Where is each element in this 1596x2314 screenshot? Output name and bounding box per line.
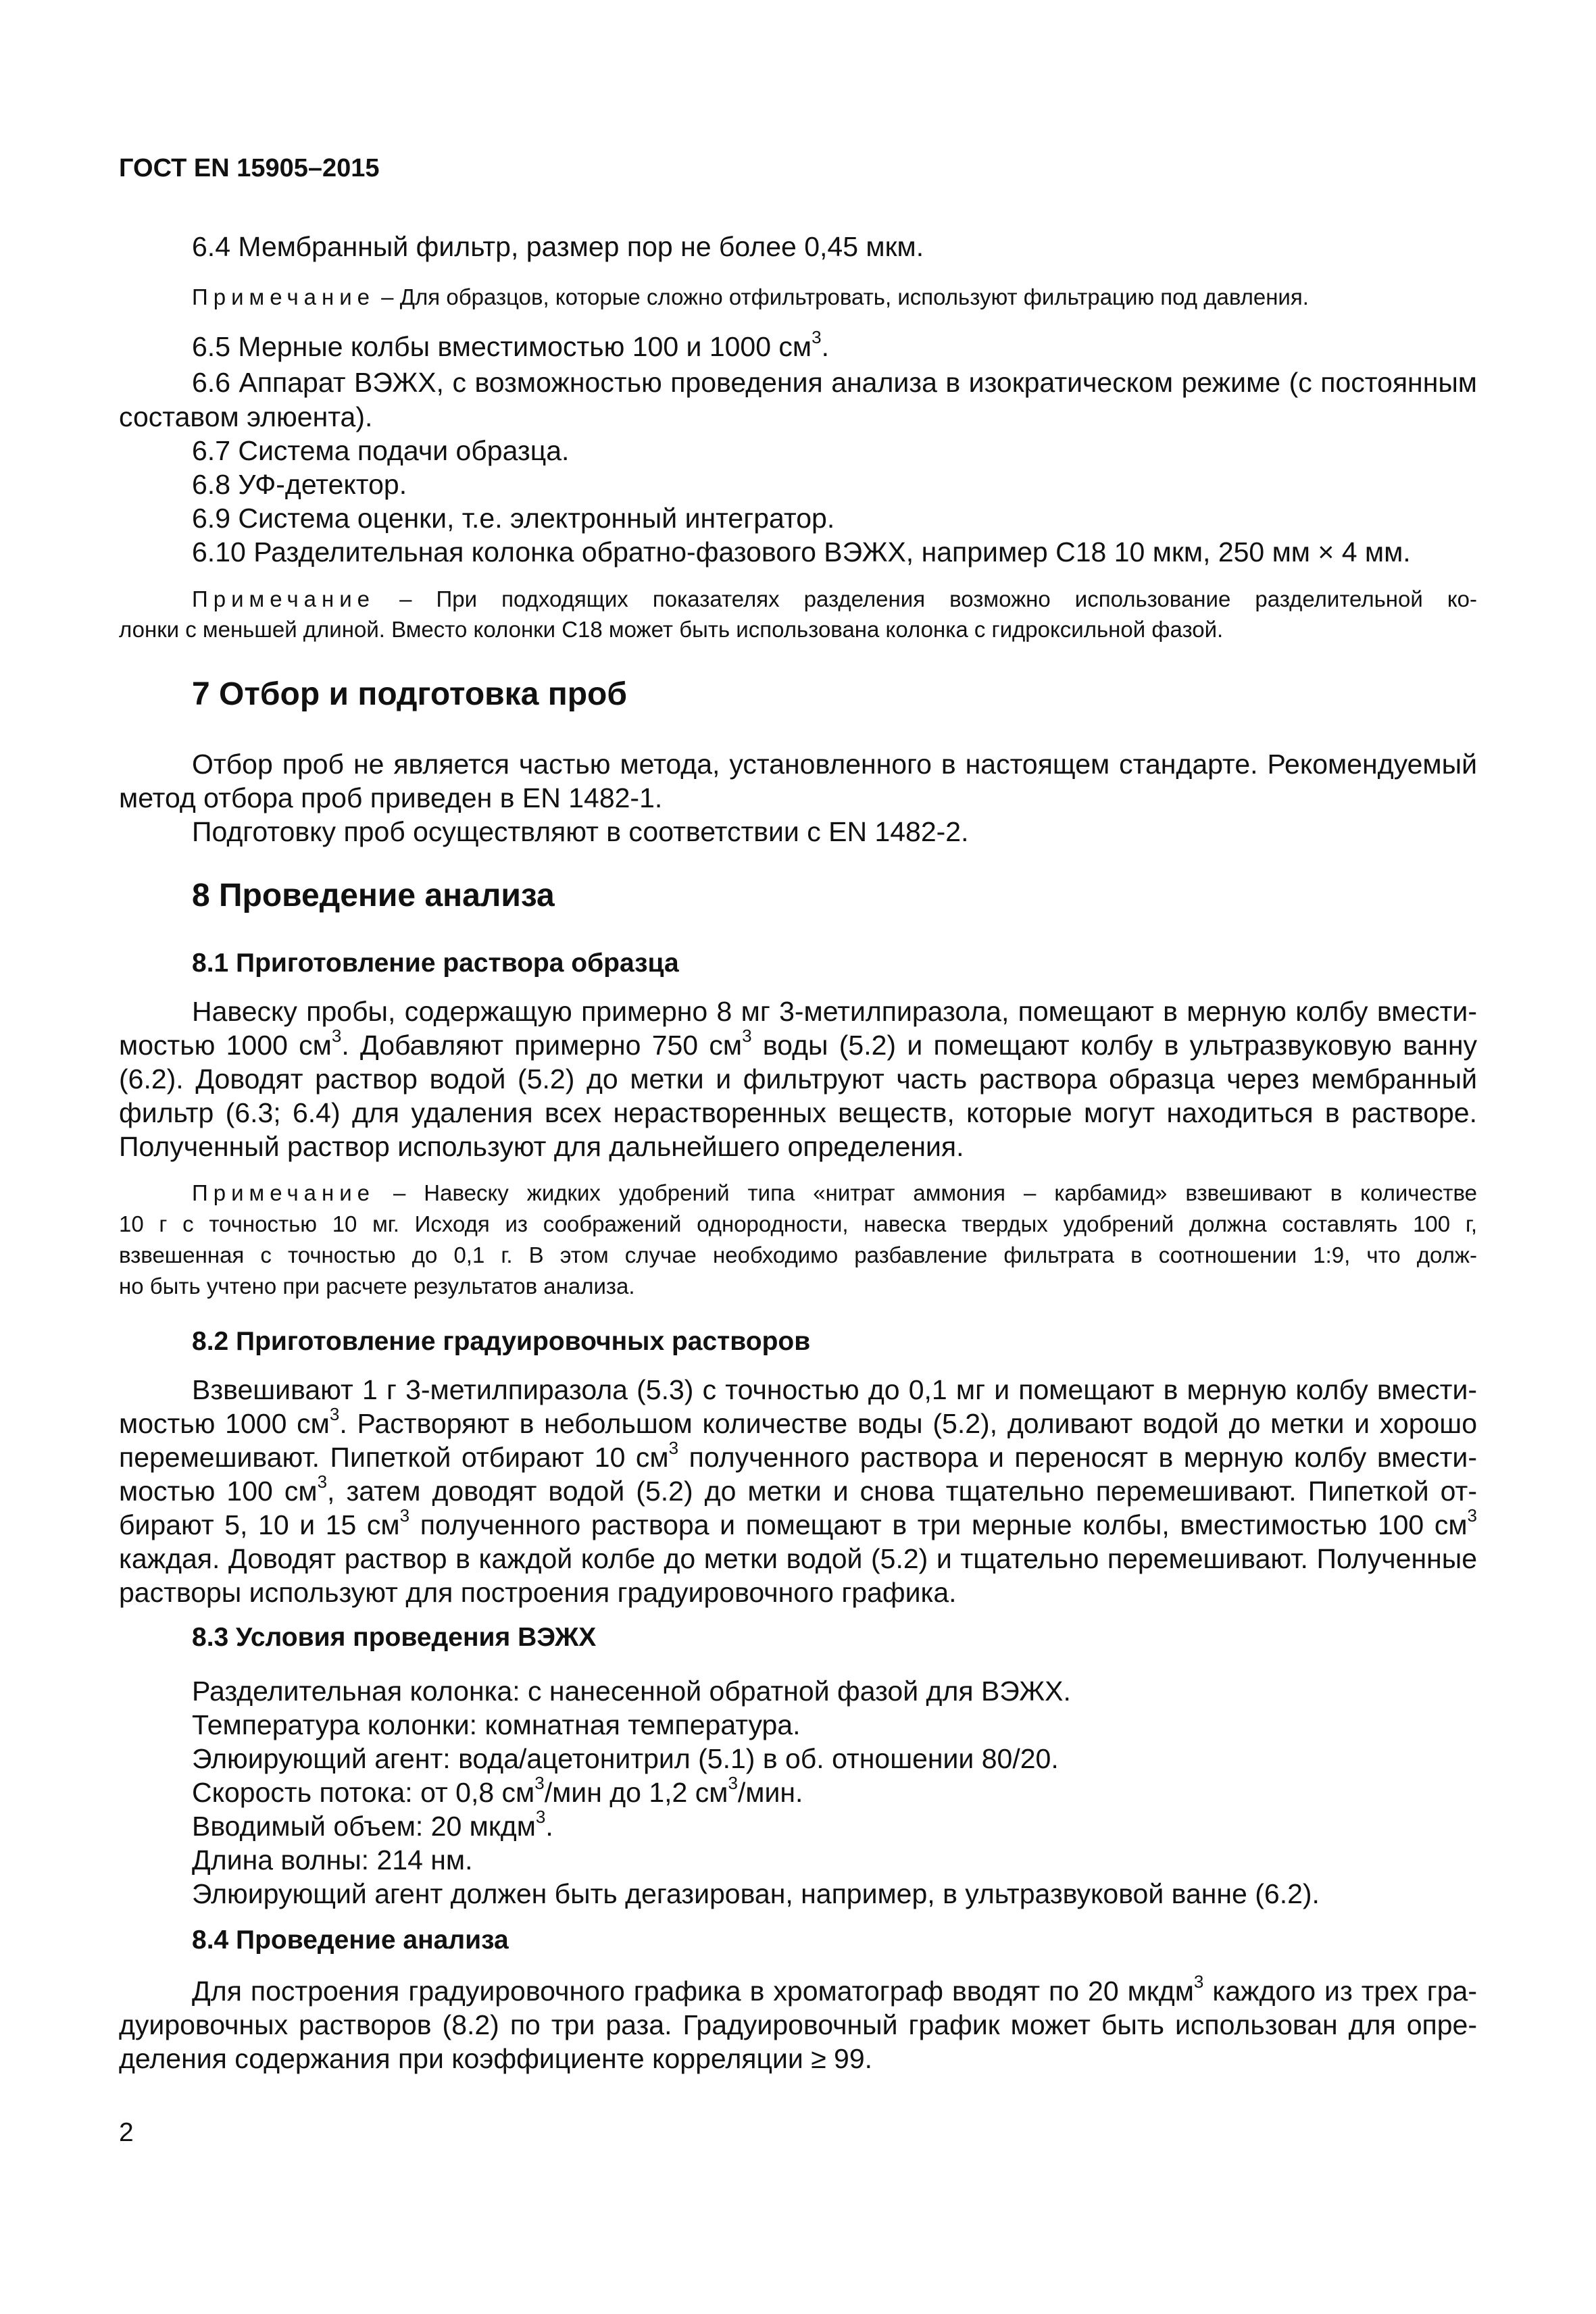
s83-line5: Вводимый объем: 20 мкдм$^3$.	[192, 1807, 553, 1842]
s84-line3: деления содержания при коэффициенте корреляции ≥ 99.	[119, 2043, 873, 2074]
s84-line1: Для построения градуировочного графика в хроматограф вводят по 20 мкдм$^3$ каждого из трех гра-	[192, 1971, 1477, 2007]
s82-line4: мостью 100 $см^3$, затем доводят водой (5.2) до метки и снова тщательно перемешивают. Пипеткой от-	[119, 1472, 1477, 1507]
note-6-4: Примечание – Для образцов, которые сложно отфильтровать, используют фильтрацию под давления.	[192, 284, 1309, 309]
section-8-2-title: 8.2 Приготовление градуировочных растворов	[192, 1327, 811, 1356]
s83-line7: Элюирующий агент должен быть дегазирован, например, в ультразвуковой ванне (6.2).	[192, 1878, 1320, 1909]
s84-line2: дуировочных растворов (8.2) по три раза. Градуировочный график может быть использован для опре-	[119, 2009, 1477, 2040]
section-8-3-title: 8.3 Условия проведения ВЭЖХ	[192, 1623, 597, 1652]
note-8-1-line2: 10 г с точностью 10 мг. Исходя из соображений однородности, навеска твердых удобрений должна составлять 100 г,	[119, 1211, 1477, 1236]
s81-line5: Полученный раствор используют для дальнейшего определения.	[119, 1131, 964, 1162]
s82-line7: растворы используют для построения градуировочного графика.	[119, 1577, 957, 1608]
sec7-p2: Подготовку проб осуществляют в соответствии с EN 1482-2.	[192, 816, 969, 847]
item-6-4: 6.4 Мембранный фильтр, размер пор не более 0,45 мкм.	[192, 231, 924, 262]
note-6-10-cont: лонки с меньшей длиной. Вместо колонки С18 может быть использована колонка с гидроксильной фазой.	[119, 617, 1224, 642]
item-6-6: 6.6 Аппарат ВЭЖХ, с возможностью проведения анализа в изократическом режиме (с постоянным	[192, 367, 1477, 398]
item-6-7: 6.7 Система подачи образца.	[192, 435, 570, 466]
section-8-4-title: 8.4 Проведение анализа	[192, 1926, 509, 1955]
note-8-1: Примечание – Навеску жидких удобрений типа «нитрат аммония – карбамид» взвешивают в количестве	[192, 1180, 1477, 1205]
s82-line6: каждая. Доводят раствор в каждой колбе до метки водой (5.2) и тщательно перемешивают. Полученные	[119, 1543, 1477, 1574]
sec7-p1: Отбор проб не является частью метода, установленного в настоящем стандарте. Рекомендуемый	[192, 749, 1477, 780]
item-6-9: 6.9 Система оценки, т.е. электронный интегратор.	[192, 503, 835, 534]
note-6-10: Примечание – При подходящих показателях разделения возможно использование разделительной ко-	[192, 586, 1477, 611]
s82-line3: перемешивают. Пипеткой отбирают 10 $см^3$ полученного раствора и переносят в мерную колбу вмести-	[119, 1438, 1477, 1473]
sec7-p1-cont: метод отбора проб приведен в EN 1482-1.	[119, 782, 663, 813]
s82-line2: мостью 1000 $см^3$. Растворяют в небольшом количестве воды (5.2), доливают водой до метки и хорошо	[119, 1404, 1477, 1439]
document-header: ГОСТ EN 15905–2015	[119, 154, 380, 182]
item-6-6-cont: составом элюента).	[119, 401, 373, 432]
item-6-5: 6.5 Мерные колбы вместимостью 100 и 1000 $см^3$.	[192, 327, 829, 362]
s81-line3: (6.2). Доводят раствор водой (5.2) до метки и фильтруют часть раствора образца через мембранный	[119, 1063, 1477, 1095]
note-8-1-line4: но быть учтено при расчете результатов анализа.	[119, 1274, 635, 1299]
s83-line4: Скорость потока: от 0,8 $см^3$/мин до 1,2 $см^3$/мин.	[192, 1773, 803, 1808]
page-number: 2	[119, 2118, 134, 2147]
item-6-10: 6.10 Разделительная колонка обратно-фазового ВЭЖХ, например С18 10 мкм, 250 мм × 4 мм.	[192, 536, 1411, 568]
s83-line1: Разделительная колонка: с нанесенной обратной фазой для ВЭЖХ.	[192, 1676, 1071, 1707]
s82-line1: Взвешивают 1 г 3-метилпиразола (5.3) с точностью до 0,1 мг и помещают в мерную колбу вмести-	[192, 1374, 1477, 1405]
s83-line3: Элюирующий агент: вода/ацетонитрил (5.1) в об. отношении 80/20.	[192, 1743, 1059, 1774]
note-label: Примечание	[192, 284, 376, 309]
note-8-1-line3: взвешенная с точностью до 0,1 г. В этом случае необходимо разбавление фильтрата в соотношении 1:9, что долж-	[119, 1242, 1477, 1267]
s83-line6: Длина волны: 214 нм.	[192, 1844, 473, 1876]
s82-line5: бирают 5, 10 и 15 $см^3$ полученного раствора и помещают в три мерные колбы, вместимостью 100 $см^3$	[119, 1505, 1477, 1540]
section-7-title: 7 Отбор и подготовка проб	[192, 676, 628, 712]
s81-line4: фильтр (6.3; 6.4) для удаления всех нерастворенных веществ, которые могут находиться в растворе.	[119, 1097, 1477, 1128]
s83-line2: Температура колонки: комнатная температура.	[192, 1709, 801, 1740]
section-8-title: 8 Проведение анализа	[192, 878, 555, 913]
s81-line2: мостью 1000 $см^3$. Добавляют примерно 750 $см^3$ воды (5.2) и помещают колбу в ультразвуковую ванну	[119, 1026, 1477, 1061]
s81-line1: Навеску пробы, содержащую примерно 8 мг 3-метилпиразола, помещают в мерную колбу вмести-	[192, 996, 1477, 1027]
item-6-8: 6.8 УФ-детектор.	[192, 469, 407, 500]
section-8-1-title: 8.1 Приготовление раствора образца	[192, 949, 679, 978]
